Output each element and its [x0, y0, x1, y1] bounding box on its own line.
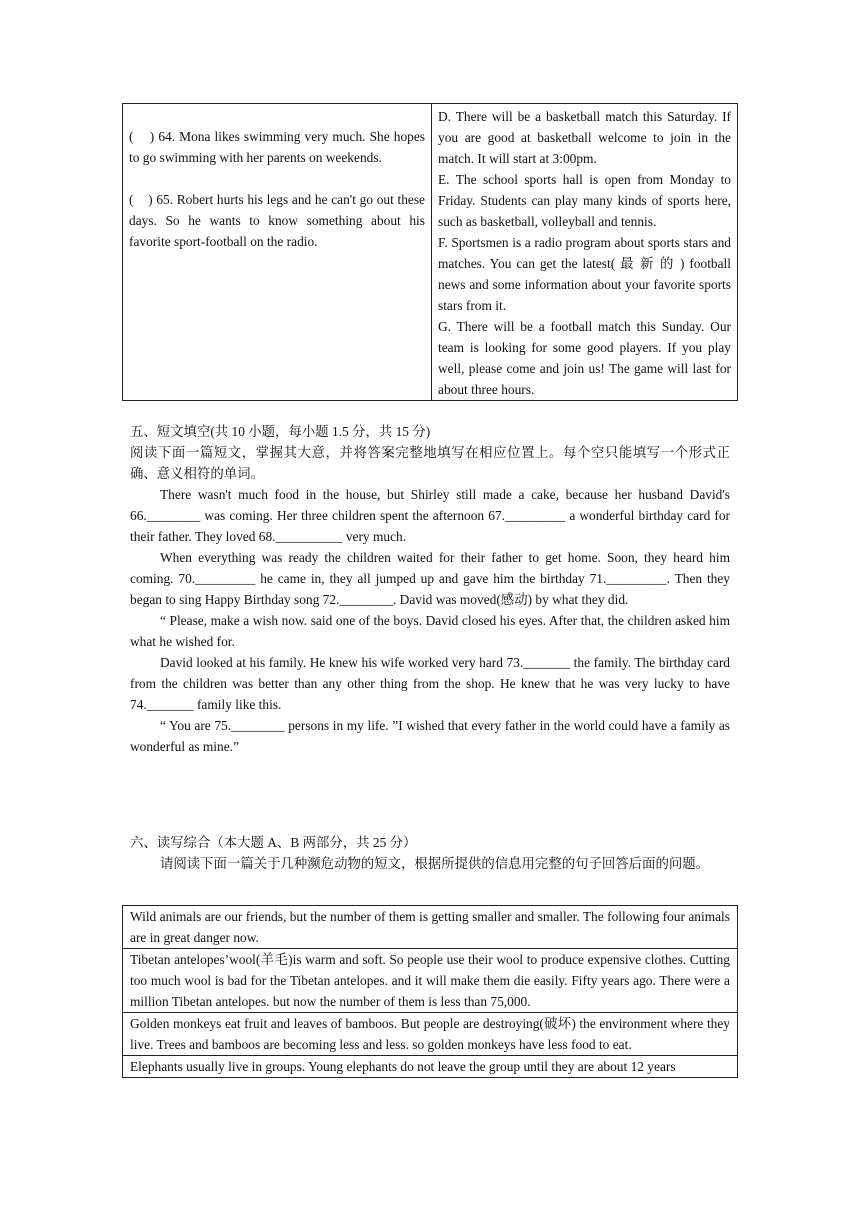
cloze-paragraph-1: There wasn't much food in the house, but Shirley still made a cake, because her husband David's 66.________ was coming. Her three children spent the afternoon 67._________ a wonderful birthday card for their father. They loved 68.__________ very much.: [130, 487, 730, 544]
golden-monkey-row: Golden monkeys eat fruit and leaves of bamboos. But people are destroying(破坏) the environment where they live. Trees and bamboos are becoming less and less. so golden monkeys have less food to eat.: [123, 1013, 738, 1056]
cloze-paragraph-2: When everything was ready the children waited for their father to get home. Soon, they heard him coming. 70._________ he came in, they all jumped up and gave him the birthday 71._________. Then they began to sing Happy Birthday song 72.________. David was moved(感动) by what they did.: [130, 550, 730, 607]
section5-heading: 五、短文填空(共 10 小题，每小题 1.5 分，共 15 分): [130, 424, 431, 439]
option-d: D. There will be a basketball match this Saturday. If you are good at basketball welcome to join in the match. It will start at 3:00pm.: [438, 109, 731, 166]
questions-cell: [123, 104, 432, 401]
section5-instruction: 阅读下面一篇短文，掌握其大意，并将答案完整地填写在相应位置上。每个空只能填写一个形式正确、意义相符的单词。: [130, 445, 730, 481]
animals-intro-row: Wild animals are our friends, but the number of them is getting smaller and smaller. The following four animals are in great danger now.: [123, 906, 738, 949]
question-64: ( ) 64. Mona likes swimming very much. She hopes to go swimming with her parents on weekends.: [129, 129, 425, 165]
matching-table: [122, 103, 738, 401]
option-e: E. The school sports hall is open from Monday to Friday. Students can play many kinds of sports here, such as basketball, volleyball and tennis.: [438, 172, 731, 229]
section-cloze: [130, 421, 730, 757]
options-cell: [432, 104, 738, 401]
question-65: ( ) 65. Robert hurts his legs and he can't go out these days. So he wants to know something about his favorite sport-football on the radio.: [129, 192, 425, 249]
animals-table: [122, 905, 738, 1078]
cloze-paragraph-5: “ You are 75.________ persons in my life. ”I wished that every father in the world could have a family as wonderful as mine.”: [130, 718, 730, 754]
section6-heading: 六、读写综合（本大题 A、B 两部分，共 25 分）: [130, 835, 417, 850]
option-g: G. There will be a football match this Sunday. Our team is looking for some good players. If you play well, please come and join us! The game will last for about three hours.: [438, 319, 731, 397]
option-f: F. Sportsmen is a radio program about sports stars and matches. You can get the latest( 最 新 的 ) football news and some information about your favorite sports stars from it.: [438, 235, 731, 313]
elephant-row: Elephants usually live in groups. Young elephants do not leave the group until they are about 12 years: [123, 1056, 738, 1078]
cloze-paragraph-3: “ Please, make a wish now. said one of the boys. David closed his eyes. After that, the children asked him what he wished for.: [130, 613, 730, 649]
tibetan-antelope-row: Tibetan antelopes’wool(羊毛)is warm and soft. So people use their wool to produce expensive clothes. Cutting too much wool is bad for the Tibetan antelopes. and it will make them die easily. Fifty years ago. There were a million Tibetan antelopes. but now the number of them is less than 75,000.: [123, 949, 738, 1013]
section6-instruction: 请阅读下面一篇关于几种濒危动物的短文，根据所提供的信息用完整的句子回答后面的问题。: [160, 856, 710, 871]
cloze-paragraph-4: David looked at his family. He knew his wife worked very hard 73._______ the family. The birthday card from the children was better than any other thing from the shop. He knew that he was very lucky to have 74._______ family like this.: [130, 655, 730, 712]
section-reading-writing: [130, 832, 730, 874]
